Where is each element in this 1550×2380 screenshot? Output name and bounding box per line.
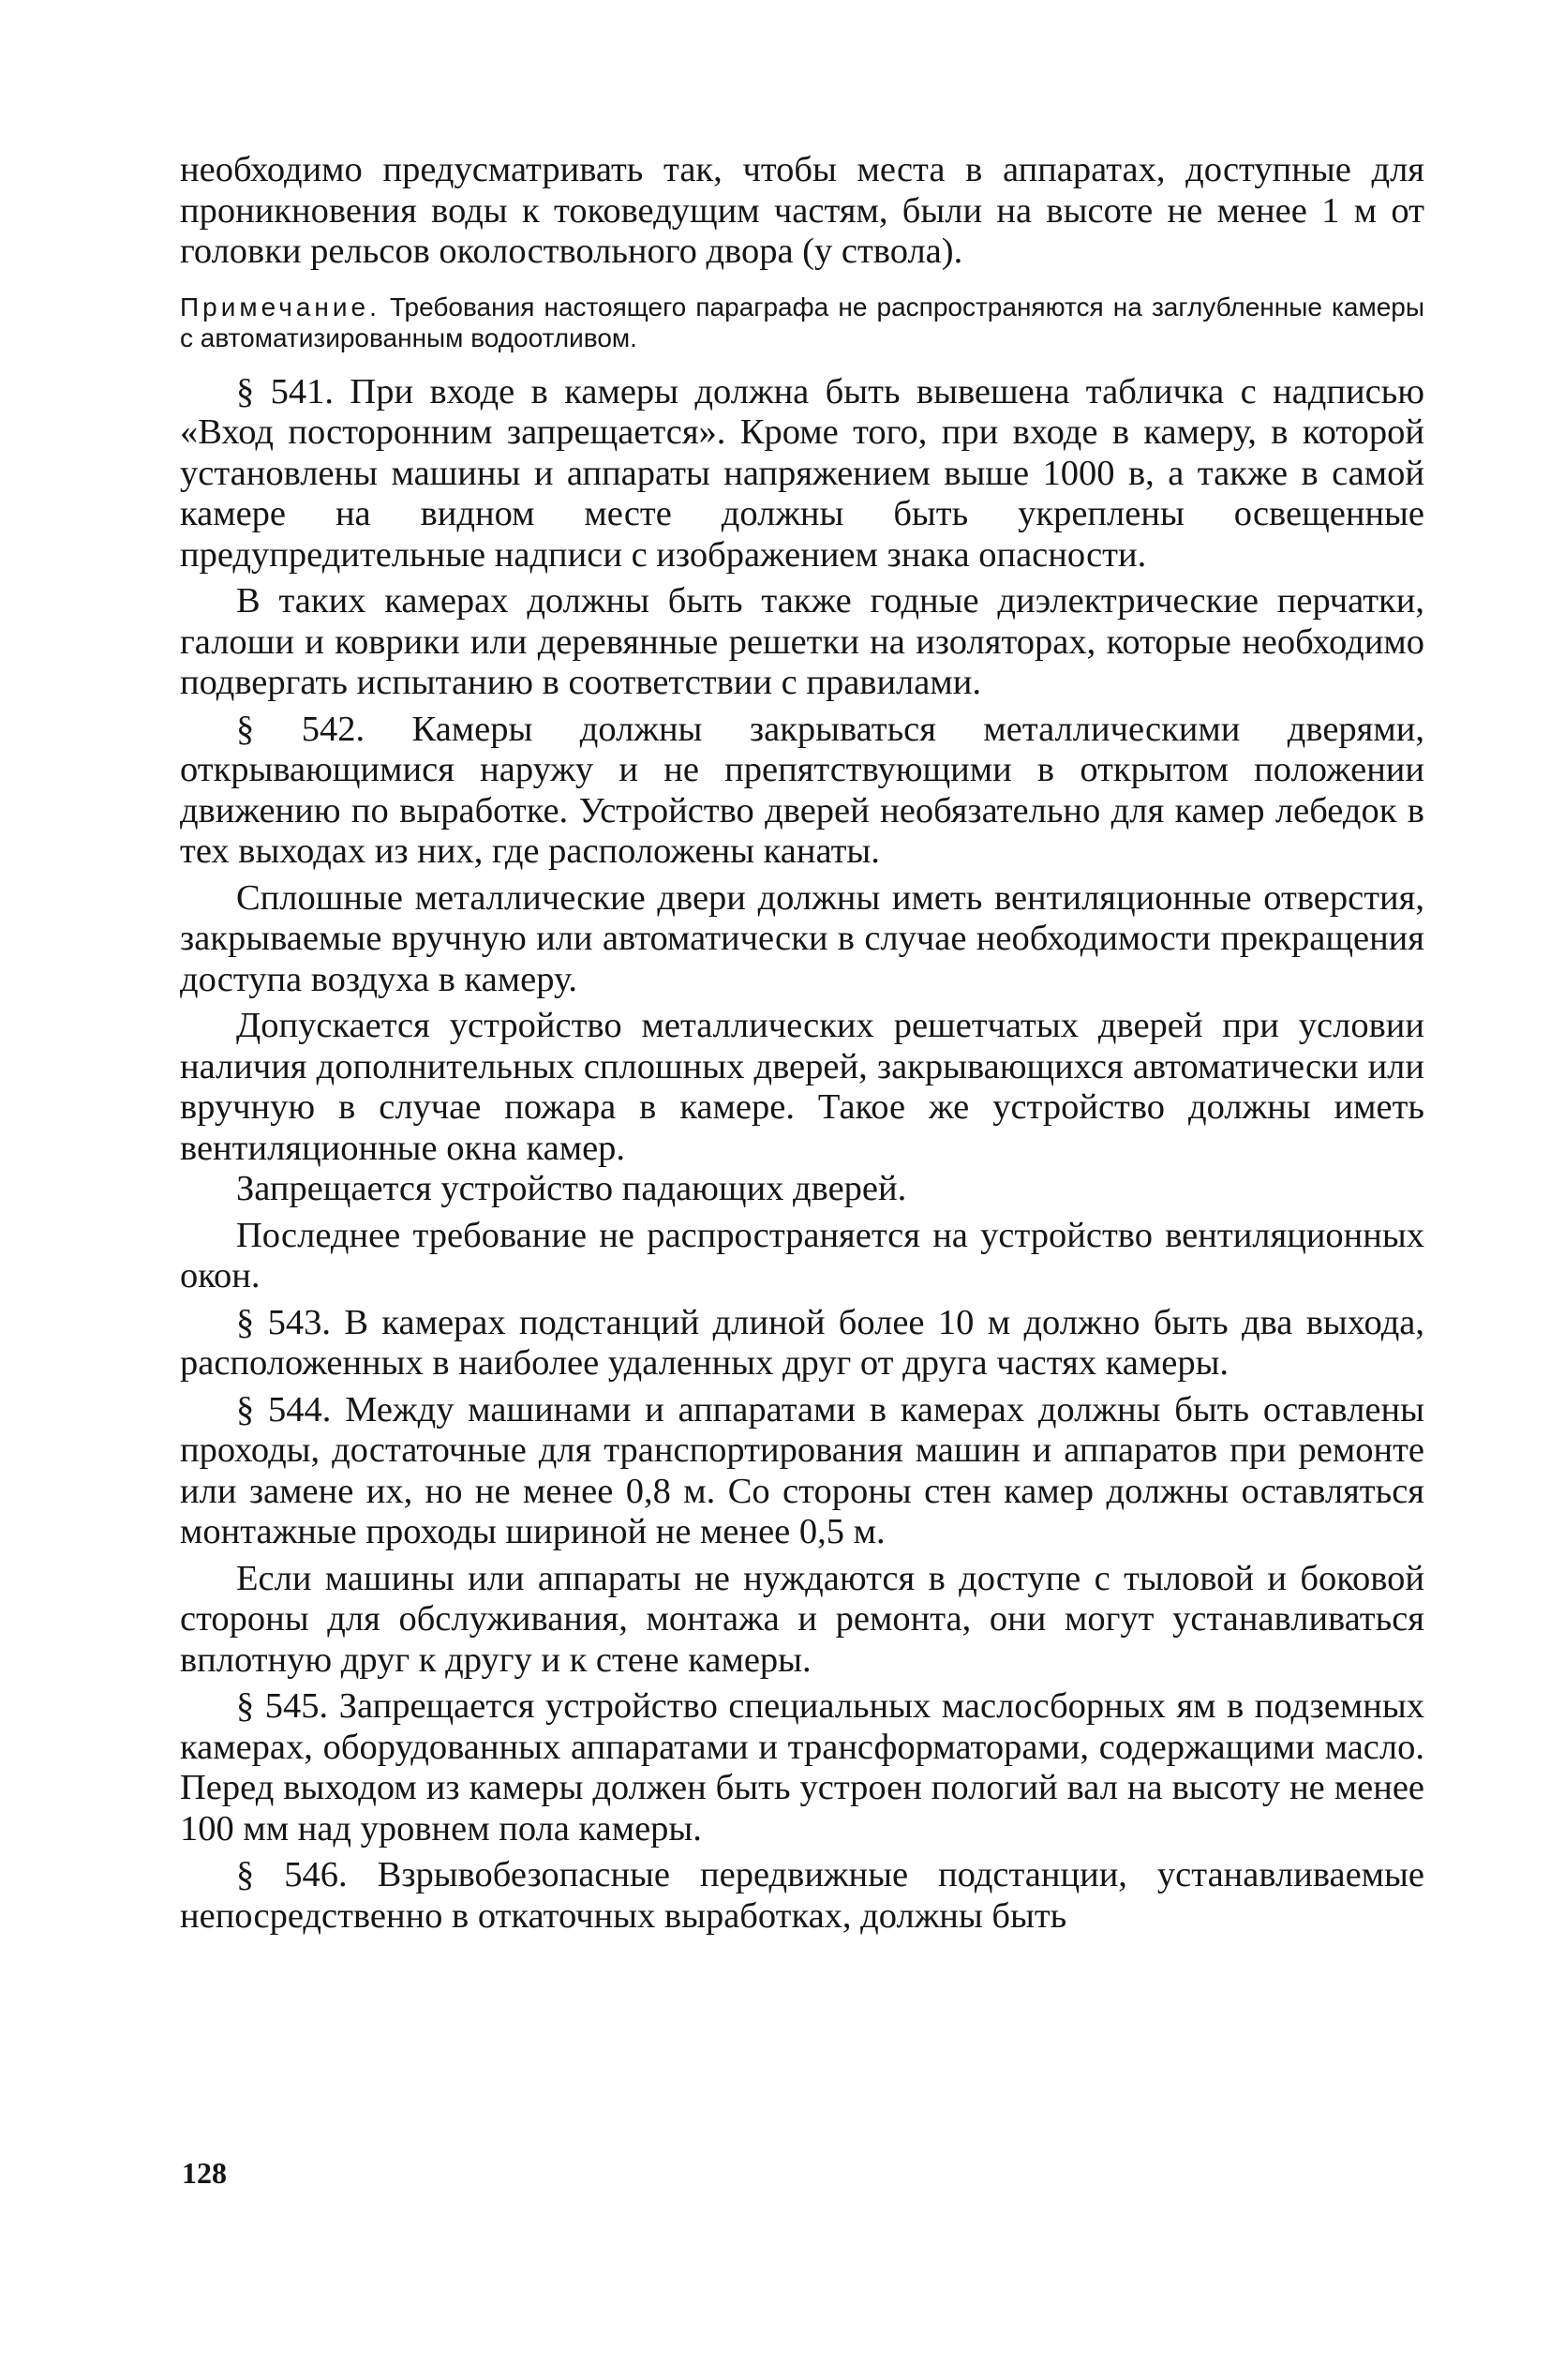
paragraph-545: § 545. Запрещается устройство специальных маслосборных ям в подземных камерах, оборудованных аппаратами и трансформаторами, содержащими масло. Перед выходом из камеры должен быть устроен пологий вал на высоту не менее 100 мм над уровнем пола камеры. — [180, 1686, 1424, 1849]
paragraph-542-a: § 542. Камеры должны закрываться металлическими дверями, открывающимися наружу и не препятствующими в открытом положении движению по выработке. Устройство дверей необязательно для камер лебедок в тех выходах из них, где расположены канаты. — [180, 709, 1424, 871]
paragraph-542-b: Сплошные металлические двери должны иметь вентиляционные отверстия, закрываемые вручную или автоматически в случае необходимости прекращения доступа воздуха в камеру. — [180, 877, 1424, 999]
note-text: Требования настоящего параграфа не распространяются на заглубленные камеры с автоматизированным водоотливом. — [180, 292, 1425, 352]
paragraph-541-b: В таких камерах должны быть также годные диэлектрические перчатки, галоши и коврики или деревянные решетки на изоляторах, которые необходимо подвергать испытанию в соответствии с правилами. — [180, 581, 1424, 702]
note-paragraph — [180, 292, 1424, 353]
paragraph-544-b: Если машины или аппараты не нуждаются в доступе с тыловой и боковой стороны для обслуживания, монтажа и ремонта, они могут устанавливаться вплотную друг к другу и к стене камеры. — [180, 1558, 1424, 1680]
note-label: Примечание. — [180, 292, 380, 322]
paragraph-542-d: Запрещается устройство падающих дверей. — [236, 1169, 907, 1208]
page-number: 128 — [182, 2156, 227, 2190]
paragraph-544-a: § 544. Между машинами и аппаратами в камерах должны быть оставлены проходы, достаточные для транспортирования машин и аппаратов при ремонте или замене их, но не менее 0,8 м. Со стороны стен камер должны оставляться монтажные проходы шириной не менее 0,5 м. — [180, 1389, 1424, 1551]
paragraph-continuation: необходимо предусматривать так, чтобы места в аппаратах, доступные для проникновения воды к токоведущим частям, были на высоте не менее 1 м от головки рельсов околоствольного двора (у ствола). — [180, 150, 1424, 271]
paragraph-543: § 543. В камерах подстанций длиной более 10 м должно быть два выхода, расположенных в наиболее удаленных друг от друга частях камеры. — [180, 1302, 1424, 1383]
paragraph-546: § 546. Взрывобезопасные передвижные подстанции, устанавливаемые непосредственно в откаточных выработках, должны быть — [180, 1855, 1424, 1936]
paragraph-541-a: § 541. При входе в камеры должна быть вывешена табличка с надписью «Вход посторонним запрещается». Кроме того, при входе в камеру, в которой установлены машины и аппараты напряжением выше 1000 в, а также в самой камере на видном месте должны быть укреплены освещенные предупредительные надписи с изображением знака опасности. — [180, 371, 1424, 575]
page-body — [180, 150, 1424, 1937]
paragraph-542-c: Допускается устройство металлических решетчатых дверей при условии наличия дополнительных сплошных дверей, закрывающихся автоматически или вручную в случае пожара в камере. Такое же устройство должны иметь вентиляционные окна камер. — [180, 1006, 1424, 1168]
paragraph-542-e: Последнее требование не распространяется на устройство вентиляционных окон. — [180, 1215, 1424, 1295]
